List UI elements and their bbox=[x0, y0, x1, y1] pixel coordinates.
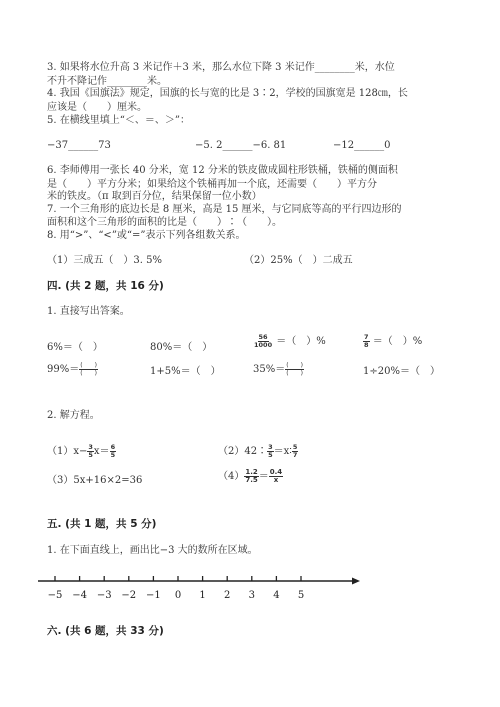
calc-r1-b: 80%＝（ ） bbox=[150, 342, 213, 353]
calc-r2-c: 35%＝ $\frac{( )}{( )}$ bbox=[253, 362, 303, 377]
q8-stem: 8. 用“>”、“<”或“=”表示下列各组数关系。 bbox=[47, 230, 246, 241]
equation-1: （1）x− $\frac{3}{5}$ x＝ $\frac{6}{5}$ bbox=[47, 443, 116, 459]
q6-line2: 是（ ）平方分米；如果给这个铁桶再加一个底，还需要（ ）平方分 bbox=[47, 179, 377, 190]
number-line[interactable] bbox=[0, 568, 500, 608]
q4-line2: 应该是（ ）厘米。 bbox=[47, 102, 147, 113]
q6-line3: 米的铁皮。（π 取到百分位，结果保留一位小数） bbox=[47, 191, 262, 202]
calc-r2-b: 1+5%＝（ ） bbox=[150, 366, 221, 377]
q7-line2: 面积和这个三角形的面积的比是（ ）∶（ ）。 bbox=[47, 217, 282, 228]
q5-item-2: −5. 2______−6. 81 bbox=[195, 140, 287, 151]
calc-r2-a: 99%＝ $\frac{( )}{( )}$ bbox=[47, 362, 97, 377]
equation-2: （2）42∶ $\frac{3}{5}$ ＝x∶ $\frac{5}{7}$ bbox=[218, 443, 298, 459]
number-line-tick-label: −1 bbox=[146, 590, 161, 601]
p4-q2-stem: 2. 解方程。 bbox=[47, 410, 100, 421]
calc-r1-a: 6%＝（ ） bbox=[47, 342, 103, 353]
fraction: $\frac{0.4}{x}$ bbox=[269, 468, 283, 484]
number-line-tick-label: −2 bbox=[121, 590, 137, 601]
p4-q1-stem: 1. 直接写出答案。 bbox=[47, 306, 130, 317]
fraction: $\frac{3}{5}$ bbox=[88, 443, 93, 459]
fraction: $\frac{6}{5}$ bbox=[110, 443, 116, 459]
fraction: $\frac{56}{1000}$ bbox=[254, 333, 273, 349]
q4-line1: 4. 我国《国旗法》规定，国旗的长与宽的比是 3∶2，学校的国旗宽是 128㎝，长 bbox=[47, 88, 408, 99]
calc-r1-c: $\frac{56}{1000}$ ＝（ ）% bbox=[254, 333, 326, 349]
q5-item-3: −12______0 bbox=[333, 140, 391, 151]
fraction: $\frac{( )}{( )}$ bbox=[80, 362, 97, 377]
p5-q1-stem: 1. 在下面直线上，画出比−3 大的数所在区域。 bbox=[47, 545, 258, 556]
number-line-tick-label: 4 bbox=[273, 590, 280, 601]
number-line-tick-label: −4 bbox=[72, 590, 87, 601]
equation-4: （4） $\frac{1.2}{7.5}$ ＝ $\frac{0.4}{x}$ bbox=[218, 468, 283, 484]
q3-line2: 不升不降记作________米。 bbox=[47, 76, 167, 87]
q8-item-2: （2）25%（ ）二成五 bbox=[244, 255, 353, 266]
q8-item-1: （1）三成五（ ）3. 5% bbox=[47, 255, 162, 266]
number-line-tick-label: 1 bbox=[199, 590, 206, 601]
q3-line1: 3. 如果将水位升高 3 米记作＋3 米，那么水位下降 3 米记作________米，水位 bbox=[47, 62, 395, 73]
fraction: $\frac{3}{5}$ bbox=[268, 443, 273, 459]
section-6-header: 六. (共 6 题，共 33 分) bbox=[47, 625, 164, 637]
calc-r2-d: 1÷20%＝（ ） bbox=[363, 366, 440, 377]
number-line-arrow bbox=[352, 578, 360, 585]
q5-stem: 5. 在横线里填上“＜、＝、＞”： bbox=[47, 115, 190, 126]
number-line-tick-label: 3 bbox=[248, 590, 255, 601]
q7-line1: 7. 一个三角形的底边长是 8 厘米，高是 15 厘米，与它同底等高的平行四边形的 bbox=[47, 204, 402, 215]
number-line-tick-label: 0 bbox=[174, 590, 182, 601]
number-line-tick-label: −5 bbox=[47, 590, 63, 601]
calc-r1-d: $\frac{7}{8}$ ＝（ ）% bbox=[364, 333, 423, 349]
q6-line1: 6. 李师傅用一张长 40 分米，宽 12 分米的铁皮做成圆柱形铁桶，铁桶的侧面积 bbox=[47, 165, 398, 176]
number-line-tick-label: 5 bbox=[297, 590, 305, 601]
number-line-tick-label: 2 bbox=[224, 590, 231, 601]
fraction: $\frac{( )}{( )}$ bbox=[286, 362, 303, 377]
fraction: $\frac{5}{7}$ bbox=[292, 443, 298, 459]
fraction: $\frac{7}{8}$ bbox=[364, 333, 369, 349]
equation-3: （3）5x+16×2=36 bbox=[47, 475, 143, 486]
fraction: $\frac{1.2}{7.5}$ bbox=[245, 468, 258, 484]
section-4-header: 四. (共 2 题，共 16 分) bbox=[47, 280, 164, 292]
q5-item-1: −37______73 bbox=[47, 140, 111, 151]
number-line-tick-label: −3 bbox=[96, 590, 112, 601]
section-5-header: 五. (共 1 题，共 5 分) bbox=[47, 518, 157, 530]
